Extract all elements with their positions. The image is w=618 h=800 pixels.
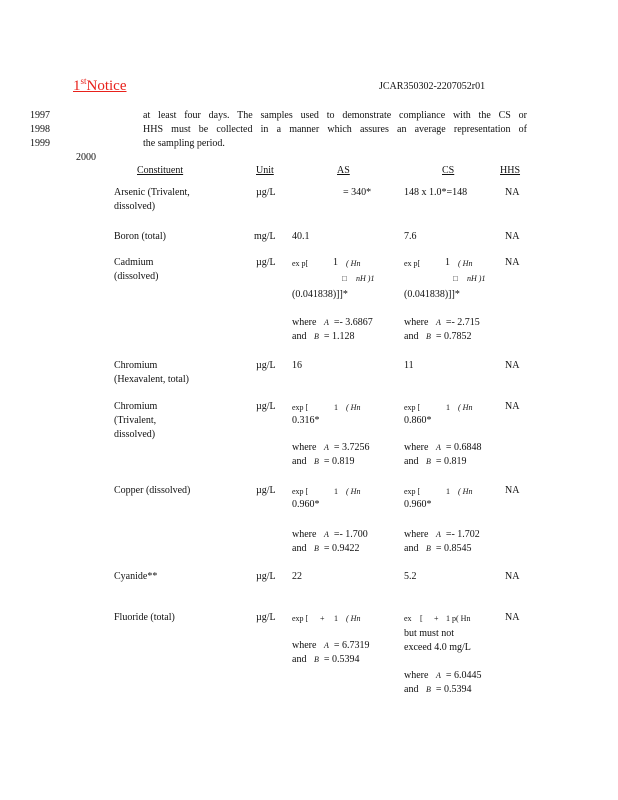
as-formula: 1 [333, 257, 338, 268]
constituent-name: Cadmium (dissolved) [114, 257, 159, 282]
as-formula: ( Hn [346, 403, 361, 412]
hhs-value: NA [505, 231, 520, 242]
cs-where-b: and B = 0.819 [404, 456, 467, 467]
as-formula: □ [342, 274, 347, 283]
unit-value: µg/L [256, 187, 276, 198]
line-number: 1998 [30, 124, 50, 135]
paragraph-text [143, 109, 527, 151]
hhs-value: NA [505, 571, 520, 582]
hhs-value: NA [505, 485, 520, 496]
unit-value: µg/L [256, 257, 276, 268]
cs-where-a: where A =- 2.715 [404, 317, 480, 328]
unit-value: µg/L [256, 401, 276, 412]
paragraph-line: HHS must be collected in a manner which assures an average representation of [143, 124, 527, 135]
constituent-name: Cyanide** [114, 571, 158, 582]
unit-value: µg/L [256, 360, 276, 371]
cs-value: 148 x 1.0*=148 [404, 187, 468, 198]
as-where-a: where A = 6.7319 [292, 640, 370, 651]
cs-where-b: and B = 0.5394 [404, 684, 472, 695]
cs-formula: ( Hn [458, 487, 473, 496]
cs-formula: ( Hn [458, 403, 473, 412]
as-formula: nH )1 [356, 274, 375, 283]
as-formula: 1 [334, 614, 338, 623]
column-header-unit: Unit [256, 165, 274, 176]
hhs-value: NA [505, 360, 520, 371]
cs-value: 7.6 [404, 231, 417, 242]
as-formula: exp [ [292, 614, 309, 623]
cs-formula: 1 [445, 257, 450, 268]
notice-title: 1stNotice [73, 76, 127, 94]
as-formula: ( Hn [346, 614, 361, 623]
as-formula: exp [ [292, 403, 309, 412]
cs-where-b: and B = 0.7852 [404, 331, 472, 342]
as-formula: 0.316* [292, 415, 320, 426]
as-formula: ex p[ [292, 259, 309, 268]
as-formula: + [320, 614, 325, 623]
as-value: 22 [292, 571, 302, 582]
cs-where-b: and B = 0.8545 [404, 543, 472, 554]
paragraph-line: the sampling period. [143, 138, 225, 149]
cs-formula: [ [420, 614, 423, 623]
unit-value: µg/L [256, 485, 276, 496]
document-id: JCAR350302-2207052r01 [379, 81, 486, 92]
as-formula: (0.041838)]]* [292, 289, 348, 300]
cs-formula: 0.860* [404, 415, 432, 426]
as-value: 40.1 [292, 231, 310, 242]
cs-formula: 1 [446, 403, 450, 412]
cs-where-a: where A = 6.0445 [404, 670, 482, 681]
line-number: 1997 [30, 110, 50, 121]
column-header-cs: CS [442, 165, 455, 176]
as-where-b: and B = 1.128 [292, 331, 355, 342]
cs-formula: 0.960* [404, 499, 432, 510]
unit-value: mg/L [254, 231, 276, 242]
constituent-name: Fluoride (total) [114, 612, 175, 623]
cs-formula: 1 p( Hn [446, 614, 471, 623]
as-formula: 1 [334, 403, 338, 412]
constituent-name: Arsenic (Trivalent, dissolved) [114, 187, 190, 212]
hhs-value: NA [505, 401, 520, 412]
cs-formula: nH )1 [467, 274, 486, 283]
cs-formula: + [434, 614, 439, 623]
hhs-value: NA [505, 187, 520, 198]
column-header-as: AS [337, 165, 350, 176]
line-number: 1999 [30, 138, 50, 149]
cs-note: but must not [404, 628, 455, 639]
cs-note: exceed 4.0 mg/L [404, 642, 471, 653]
paragraph-line: at least four days. The samples used to demonstrate compliance with the CS or [143, 110, 527, 121]
column-header-constituent: Constituent [137, 165, 184, 176]
as-value: 16 [292, 360, 302, 371]
cs-formula: 1 [446, 487, 450, 496]
unit-value: µg/L [256, 612, 276, 623]
as-where-a: where A =- 1.700 [292, 529, 368, 540]
as-formula: 0.960* [292, 499, 320, 510]
as-where-b: and B = 0.819 [292, 456, 355, 467]
cs-formula: ex [404, 614, 412, 623]
as-formula: ( Hn [346, 259, 361, 268]
as-where-a: where A = 3.7256 [292, 442, 370, 453]
as-where-b: and B = 0.5394 [292, 654, 360, 665]
cs-value: 11 [404, 360, 414, 371]
column-header-hhs: HHS [500, 165, 521, 176]
unit-value: µg/L [256, 571, 276, 582]
as-where-b: and B = 0.9422 [292, 543, 360, 554]
as-formula: exp [ [292, 487, 309, 496]
cs-formula: □ [453, 274, 458, 283]
as-formula: ( Hn [346, 487, 361, 496]
constituent-name: Copper (dissolved) [114, 485, 191, 496]
cs-where-a: where A = 0.6848 [404, 442, 482, 453]
cs-where-a: where A =- 1.702 [404, 529, 480, 540]
as-where-a: where A =- 3.6867 [292, 317, 373, 328]
as-formula: 1 [334, 487, 338, 496]
constituent-name: Boron (total) [114, 231, 166, 242]
cs-value: 5.2 [404, 571, 417, 582]
cs-formula: exp [ [404, 403, 421, 412]
hhs-value: NA [505, 612, 520, 623]
cs-formula: ( Hn [458, 259, 473, 268]
cs-formula: ex p[ [404, 259, 421, 268]
cs-formula: (0.041838)]]* [404, 289, 460, 300]
constituent-name: Chromium (Hexavalent, total) [114, 360, 189, 385]
cs-formula: exp [ [404, 487, 421, 496]
constituent-name: Chromium (Trivalent, dissolved) [114, 401, 158, 440]
line-number: 2000 [76, 152, 96, 163]
hhs-value: NA [505, 257, 520, 268]
as-value: = 340* [343, 187, 372, 198]
